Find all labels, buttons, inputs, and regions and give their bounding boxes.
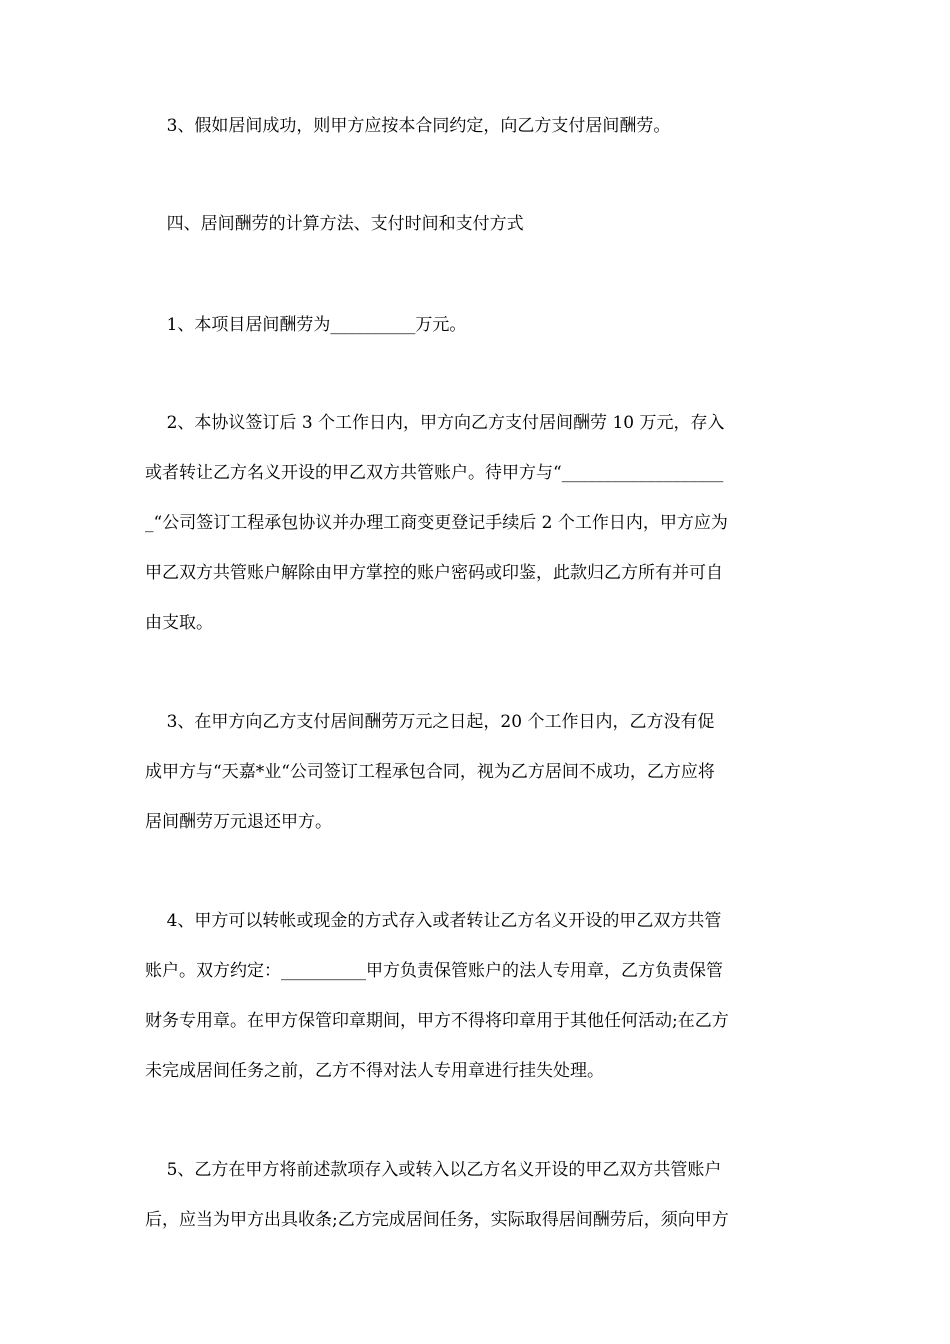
text-line: 3、在甲方向乙方支付居间酬劳万元之日起，20 个工作日内，乙方没有促	[145, 712, 715, 732]
text-line: 成甲方与“天嘉*业“公司签订工程承包合同，视为乙方居间不成功，乙方应将	[145, 762, 715, 782]
paragraph-clause-3-success	[145, 101, 810, 151]
paragraph-clause-3-refund	[145, 697, 810, 847]
paragraph-clause-4-deposit	[145, 896, 810, 1096]
text-line: 甲乙双方共管账户解除由甲方掌控的账户密码或印鉴，此款归乙方所有并可自	[145, 563, 723, 583]
paragraph-clause-5-receipt	[145, 1145, 810, 1245]
text-line: 3、假如居间成功，则甲方应按本合同约定，向乙方支付居间酬劳。	[145, 116, 671, 136]
paragraph-clause-2-payment	[145, 398, 810, 648]
text-line: 居间酬劳万元退还甲方。	[145, 812, 332, 832]
paragraph-clause-1-fee	[145, 300, 810, 350]
text-line: 未完成居间任务之前，乙方不得对法人专用章进行挂失处理。	[145, 1061, 604, 1081]
text-line: 账户。双方约定：__________甲方负责保管账户的法人专用章，乙方负责保管	[145, 961, 723, 981]
text-line: 或者转让乙方名义开设的甲乙双方共管账户。待甲方与“___________________	[145, 463, 724, 483]
text-line: 财务专用章。在甲方保管印章期间，甲方不得将印章用于其他任何活动;在乙方	[145, 1011, 729, 1031]
text-line: 由支取。	[145, 613, 213, 633]
text-line: 4、甲方可以转帐或现金的方式存入或者转让乙方名义开设的甲乙双方共管	[145, 911, 722, 931]
section-heading-four	[145, 199, 810, 249]
text-line: 2、本协议签订后 3 个工作日内，甲方向乙方支付居间酬劳 10 万元，存入	[145, 413, 725, 433]
text-line: 5、乙方在甲方将前述款项存入或转入以乙方名义开设的甲乙双方共管账户	[145, 1160, 722, 1180]
text-line: _“公司签订工程承包协议并办理工商变更登记手续后 2 个工作日内，甲方应为	[145, 513, 728, 533]
text-line: 1、本项目居间酬劳为__________万元。	[145, 315, 467, 335]
text-line: 后，应当为甲方出具收条;乙方完成居间任务，实际取得居间酬劳后，须向甲方	[145, 1210, 729, 1230]
text-line: 四、居间酬劳的计算方法、支付时间和支付方式	[145, 214, 524, 234]
